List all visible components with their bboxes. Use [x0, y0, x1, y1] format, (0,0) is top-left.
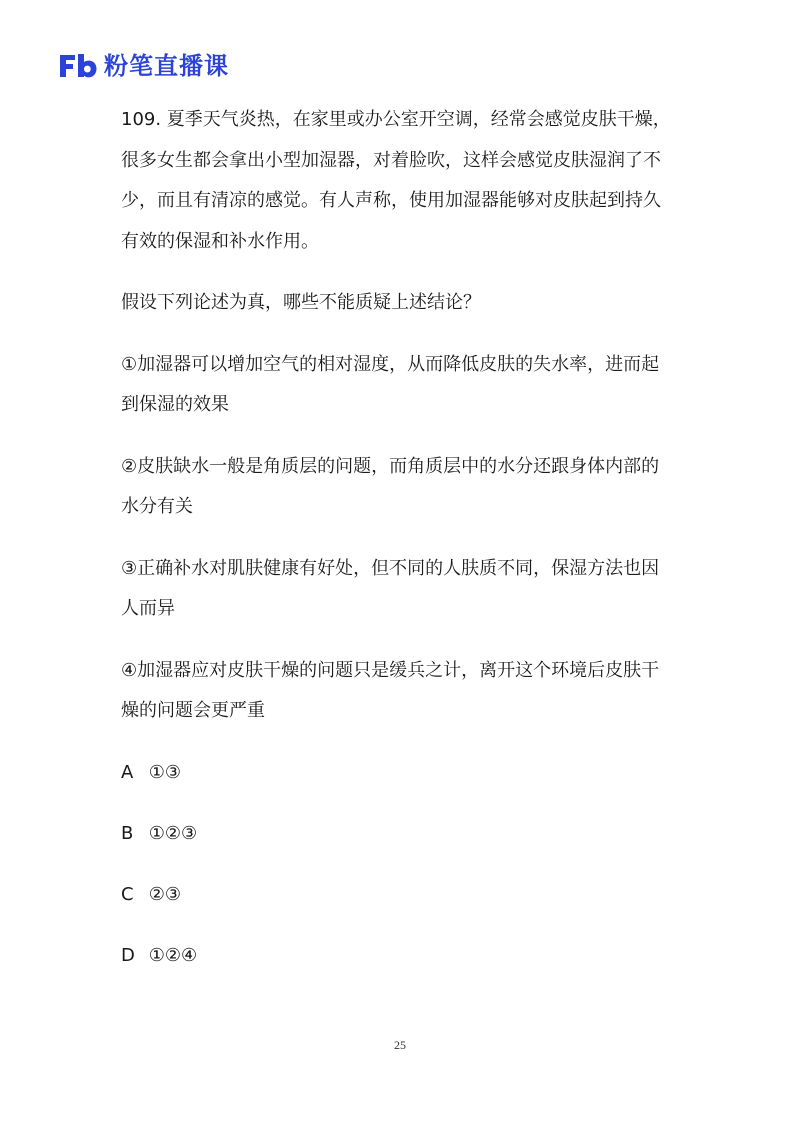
option-a[interactable] [121, 753, 671, 814]
page-number: 25 [394, 1038, 406, 1052]
option-text: ①②④ [148, 944, 198, 966]
statement-2: ②皮肤缺水一般是角质层的问题，而角质层中的水分还跟身体内部的水分有关 [121, 455, 660, 517]
option-text: ①②③ [148, 822, 198, 844]
statement-4: ④加湿器应对皮肤干燥的问题只是缓兵之计，离开这个环境后皮肤干燥的问题会更严重 [121, 659, 660, 721]
option-letter: C [121, 883, 134, 905]
option-text: ②③ [148, 883, 182, 905]
fb-logo-icon [58, 52, 98, 80]
statement-1: ①加湿器可以增加空气的相对湿度，从而降低皮肤的失水率，进而起到保湿的效果 [121, 353, 660, 415]
brand-name: 粉笔直播课 [104, 52, 229, 80]
option-letter: A [121, 761, 134, 783]
question-stem: 109. 夏季天气炎热，在家里或办公室开空调，经常会感觉皮肤干燥，很多女生都会拿出小型加湿器，对着脸吹，这样会感觉皮肤湿润了不少，而且有清凉的感觉。有人声称，使用加湿器能够对皮肤起到持久有效的保湿和补水作用。 [121, 109, 671, 252]
statement-3: ③正确补水对肌肤健康有好处，但不同的人肤质不同，保湿方法也因人而异 [121, 557, 660, 619]
option-d[interactable] [121, 936, 671, 997]
brand-logo [58, 52, 229, 80]
option-b[interactable] [121, 814, 671, 875]
option-text: ①③ [148, 761, 182, 783]
question-content [121, 100, 671, 997]
option-letter: B [121, 822, 134, 844]
option-c[interactable] [121, 875, 671, 936]
question-prompt: 假设下列论述为真，哪些不能质疑上述结论？ [121, 292, 481, 313]
option-letter: D [121, 944, 135, 966]
